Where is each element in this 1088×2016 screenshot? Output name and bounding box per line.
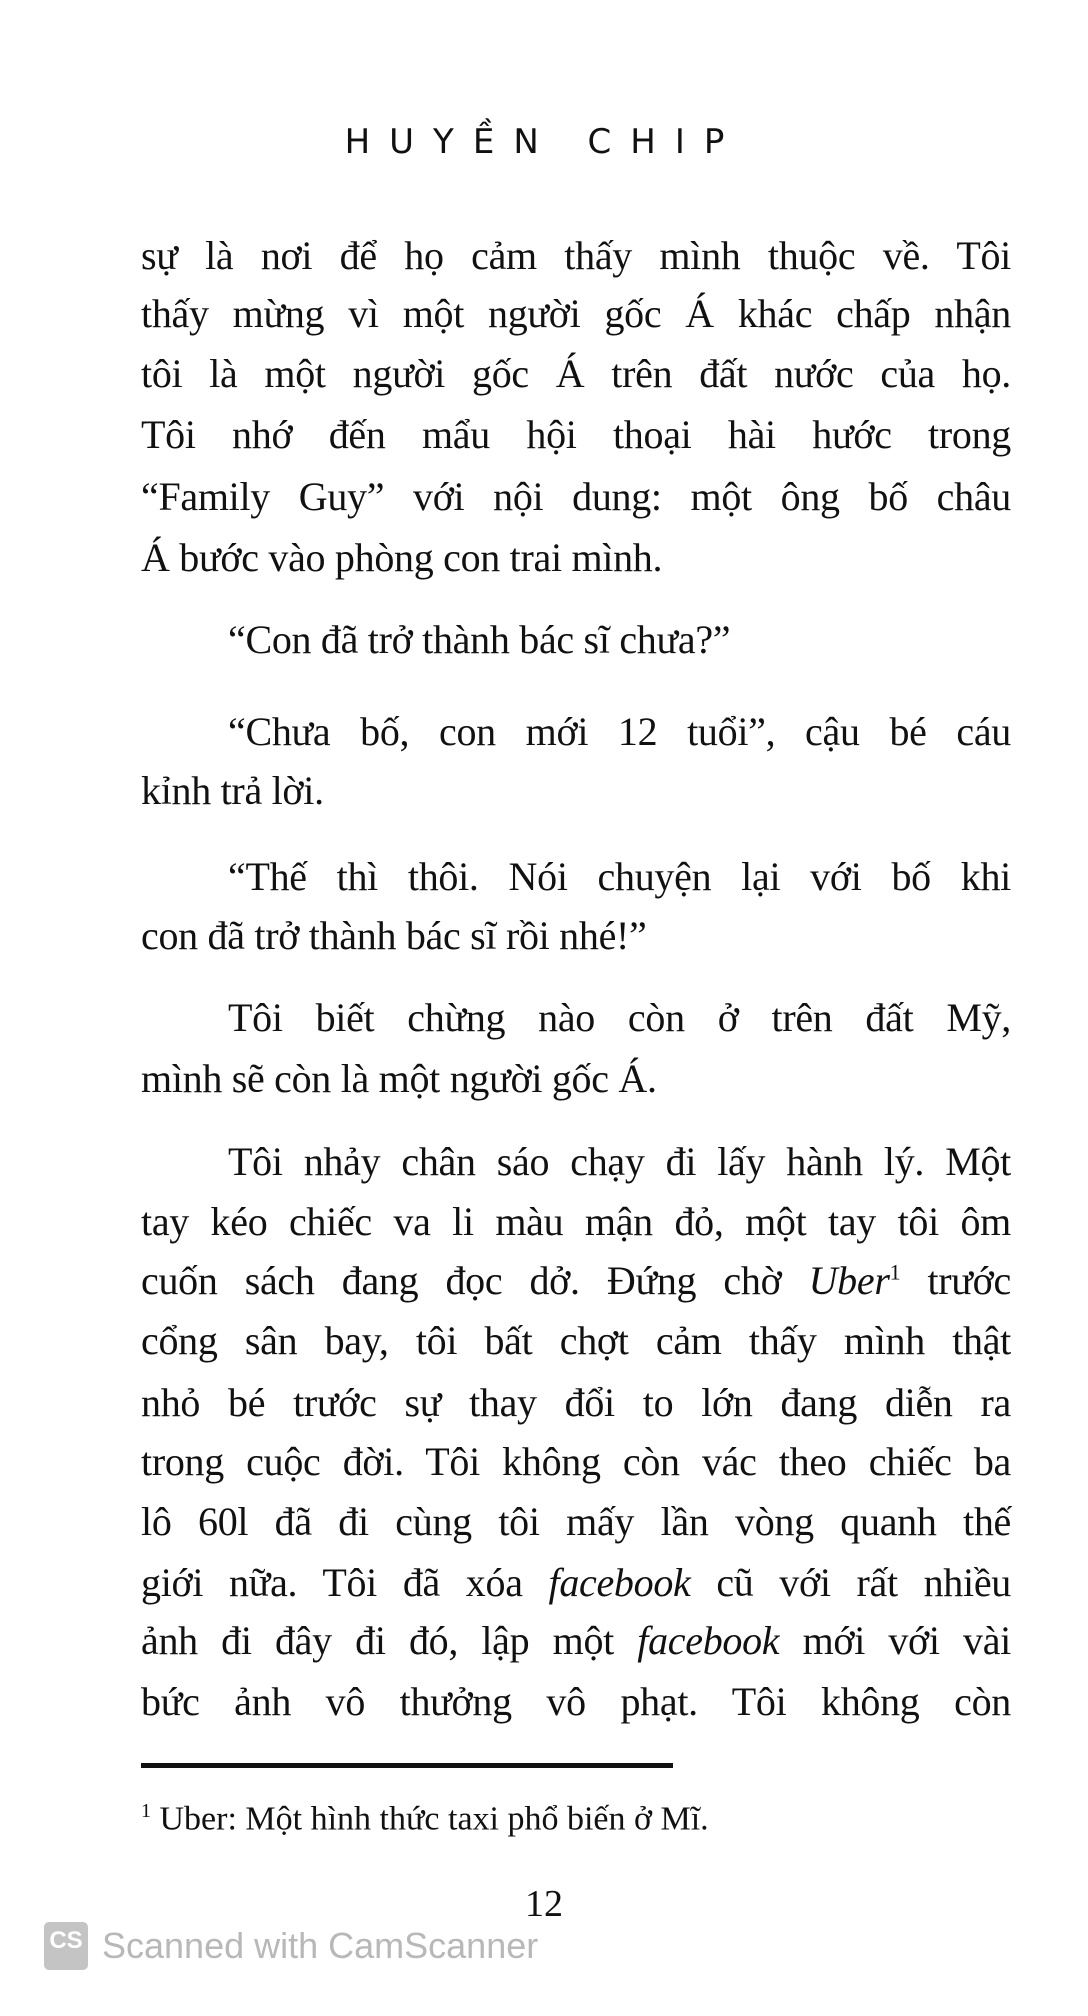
camscanner-watermark [44, 1922, 538, 1970]
text-line [141, 411, 1011, 459]
line-text: nhỏ bé trước sự thay đổi to lớn đang diễn ra [141, 1380, 1011, 1425]
line-text: trong cuộc đời. Tôi không còn vác theo chiếc ba [141, 1439, 1011, 1484]
text-line [228, 853, 1011, 901]
line-text: tay kéo chiếc va li màu mận đỏ, một tay tôi ôm [141, 1199, 1011, 1244]
line-text: Tôi nhảy chân sáo chạy đi lấy hành lý. Một [228, 1139, 1011, 1184]
text-line [141, 290, 1011, 338]
line-text: kỉnh trả lời. [141, 768, 324, 813]
text-line [141, 1198, 1011, 1246]
text-line [141, 350, 1011, 398]
text-line [141, 912, 1011, 960]
camscanner-logo-icon: CS [44, 1922, 88, 1970]
text-line [141, 1317, 1011, 1365]
line-text: giới nữa. Tôi đã xóa [141, 1560, 549, 1605]
text-line [141, 1678, 1011, 1726]
footnote-text: Uber: Một hình thức taxi phổ biến ở Mĩ. [159, 1800, 709, 1838]
running-header: HUYỀN CHIP [344, 122, 744, 162]
footnote [141, 1800, 709, 1838]
line-text: Á bước vào phòng con trai mình. [141, 535, 663, 580]
line-text: “Thế thì thôi. Nói chuyện lại với bố khi [228, 854, 1011, 899]
line-text: thấy mừng vì một người gốc Á khác chấp nhận [141, 291, 1011, 336]
footnote-marker: 1 [141, 1800, 151, 1822]
line-text: cuốn sách đang đọc dở. Đứng chờ [141, 1258, 809, 1303]
text-line [141, 1559, 1011, 1607]
text-line [141, 232, 1011, 280]
line-text: Tôi biết chừng nào còn ở trên đất Mỹ, [228, 995, 1011, 1040]
line-text: trước [900, 1258, 1011, 1303]
text-line [141, 534, 1011, 582]
text-line [141, 1379, 1011, 1427]
line-text: lô 60l đã đi cùng tôi mấy lần vòng quanh thế [141, 1499, 1011, 1544]
italic-term: Uber [808, 1258, 890, 1303]
text-line [228, 1138, 1011, 1186]
text-line [141, 1498, 1011, 1546]
text-line [141, 1257, 1011, 1305]
footnote-divider [141, 1763, 673, 1768]
text-line [228, 708, 1011, 756]
text-line [141, 1055, 1011, 1103]
line-text: con đã trở thành bác sĩ rồi nhé!” [141, 913, 647, 958]
italic-term: facebook [548, 1560, 691, 1605]
line-text: bức ảnh vô thưởng vô phạt. Tôi không còn [141, 1679, 1011, 1724]
line-text: ảnh đi đây đi đó, lập một [141, 1618, 638, 1663]
line-text: cũ với rất nhiều [690, 1560, 1011, 1605]
text-line [141, 1617, 1011, 1665]
text-line [228, 994, 1011, 1042]
line-text: “Family Guy” với nội dung: một ông bố châu [141, 474, 1011, 519]
text-line [141, 473, 1011, 521]
line-text: mới với vài [779, 1618, 1011, 1663]
footnote-reference: 1 [889, 1259, 901, 1285]
page-number: 12 [525, 1883, 563, 1925]
line-text: “Con đã trở thành bác sĩ chưa?” [228, 617, 731, 662]
text-line [141, 767, 1011, 815]
italic-term: facebook [637, 1618, 780, 1663]
line-text: cổng sân bay, tôi bất chợt cảm thấy mình thật [141, 1318, 1011, 1363]
line-text: mình sẽ còn là một người gốc Á. [141, 1056, 657, 1101]
text-line [228, 616, 1011, 664]
watermark-text: Scanned with CamScanner [102, 1925, 539, 1966]
line-text: Tôi nhớ đến mẩu hội thoại hài hước trong [141, 412, 1011, 457]
text-line [141, 1438, 1011, 1486]
line-text: “Chưa bố, con mới 12 tuổi”, cậu bé cáu [228, 709, 1011, 754]
line-text: sự là nơi để họ cảm thấy mình thuộc về. Tôi [141, 233, 1011, 278]
line-text: tôi là một người gốc Á trên đất nước của họ. [141, 351, 1011, 396]
